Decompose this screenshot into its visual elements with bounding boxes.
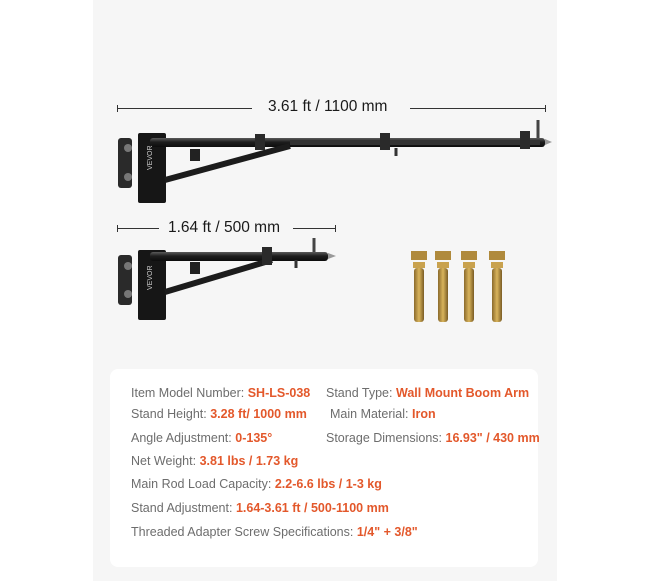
dim-long-label: 3.61 ft / 1100 mm <box>268 98 388 115</box>
anchor-bolt <box>461 251 477 322</box>
anchor-bolt <box>435 251 451 322</box>
spec-load-capacity: Main Rod Load Capacity: 2.2-6.6 lbs / 1-3 kg <box>131 477 382 491</box>
spec-storage-dimensions: Storage Dimensions: 16.93" / 430 mm <box>326 431 540 445</box>
spec-net-weight: Net Weight: 3.81 lbs / 1.73 kg <box>131 454 299 468</box>
brand-mark-short: VEVOR <box>147 265 154 290</box>
brand-mark-long: VEVOR <box>147 145 154 170</box>
spec-stand-height: Stand Height: 3.28 ft/ 1000 mm <box>131 407 307 421</box>
spec-stand-adjustment: Stand Adjustment: 1.64-3.61 ft / 500-1100 mm <box>131 501 389 515</box>
long-boom-arm <box>118 120 552 203</box>
spec-stand-type: Stand Type: Wall Mount Boom Arm <box>326 386 530 400</box>
dim-short-label: 1.64 ft / 500 mm <box>168 219 280 236</box>
spec-model-number: Item Model Number: SH-LS-038 <box>131 386 311 400</box>
spec-angle-adjustment: Angle Adjustment: 0-135° <box>131 431 273 445</box>
spec-adapter-screw: Threaded Adapter Screw Specifications: 1/4" + 3/8" <box>131 525 418 539</box>
anchor-bolt <box>489 251 505 322</box>
anchor-bolts <box>411 251 505 322</box>
anchor-bolt <box>411 251 427 322</box>
spec-main-material: Main Material: Iron <box>330 407 436 421</box>
